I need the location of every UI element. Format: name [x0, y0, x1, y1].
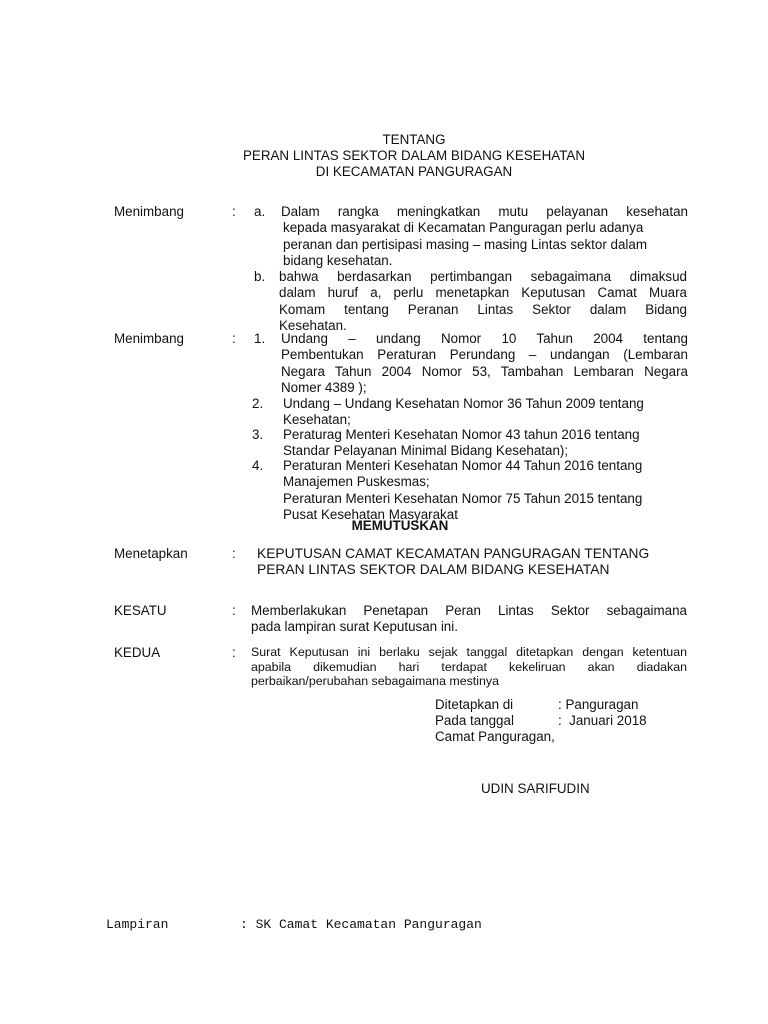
dasar-item-2	[252, 396, 688, 427]
item-line: Nomer 4389 );	[281, 380, 367, 396]
item-line: Undang – undang Nomor 10 Tahun 2004 tentang	[281, 331, 688, 346]
item-line: kepada masyarakat di Kecamatan Panguragan perlu adanya	[283, 220, 644, 236]
menimbang-item-b	[254, 269, 688, 335]
kesatu-colon: :	[232, 603, 236, 618]
item-line: Manajemen Puskesmas;	[283, 474, 430, 490]
kesatu-text	[251, 603, 687, 636]
header-title: PERAN LINTAS SEKTOR DALAM BIDANG KESEHATAN	[242, 148, 586, 163]
dasar-item-1	[252, 331, 688, 396]
header-subtitle: DI KECAMATAN PANGURAGAN	[315, 164, 513, 179]
menimbang-colon-1: :	[232, 204, 236, 219]
item-line: Dalam rangka meningkatkan mutu pelayanan kesehatan	[281, 204, 688, 219]
item-mark: b.	[254, 269, 266, 284]
header-tentang: TENTANG	[382, 132, 446, 147]
menetapkan-line: KEPUTUSAN CAMAT KECAMATAN PANGURAGAN TENTANG	[257, 546, 650, 561]
menetapkan-colon: :	[232, 546, 236, 561]
item-line: Kesehatan;	[283, 412, 351, 428]
menimbang-list-2	[252, 331, 688, 524]
lampiran-label: Lampiran	[106, 917, 169, 932]
item-line: Peraturan Menteri Kesehatan Nomor 75 Tahun 2015 tentang	[283, 490, 643, 506]
menimbang-colon-2: :	[232, 331, 236, 346]
kedua-line: apabila dikemudian hari terdapat kekeliruan akan diadakan	[251, 659, 687, 674]
item-line: Peraturag Menteri Kesehatan Nomor 43 tahun 2016 tentang	[283, 427, 640, 442]
kesatu-line: Memberlakukan Penetapan Peran Lintas Sektor sebagaimana	[251, 603, 687, 618]
item-mark: 1.	[254, 331, 266, 346]
item-line: Negara Tahun 2004 Nomor 53, Tambahan Lembaran Negara	[281, 363, 688, 379]
item-line: bahwa berdasarkan pertimbangan sebagaimana dimaksud	[279, 269, 687, 284]
menetapkan-line: PERAN LINTAS SEKTOR DALAM BIDANG KESEHATAN	[257, 562, 610, 578]
item-line: Pembentukan Peraturan Perundang – undangan (Lembaran	[281, 347, 688, 363]
item-line: bidang kesehatan.	[283, 253, 393, 269]
signatory-name: UDIN SARIFUDIN	[481, 781, 590, 796]
item-mark: 3.	[252, 427, 264, 442]
item-line: Undang – Undang Kesehatan Nomor 36 Tahun 2009 tentang	[283, 396, 644, 411]
kedua-line: Surat Keputusan ini berlaku sejak tanggal ditetapkan dengan ketentuan	[251, 645, 687, 659]
kedua-line: perbaikan/perubahan sebagaimana mestinya	[251, 674, 499, 688]
kedua-text	[251, 645, 687, 689]
tanggal-value: : Januari 2018	[558, 713, 647, 728]
item-line: Komam tentang Peranan Lintas Sektor dalam Bidang	[279, 301, 687, 317]
tanggal-label: Pada tanggal	[435, 713, 514, 728]
menetapkan-text	[257, 546, 697, 579]
lampiran-value: : SK Camat Kecamatan Panguragan	[240, 917, 482, 932]
item-mark: a.	[254, 204, 266, 219]
menimbang-label-1: Menimbang	[114, 204, 184, 219]
menimbang-list-1	[254, 204, 688, 335]
memutuskan-heading: MEMUTUSKAN	[351, 518, 449, 533]
ditetapkan-label: Ditetapkan di	[435, 697, 514, 712]
dasar-item-4	[252, 458, 688, 524]
ditetapkan-value: : Panguragan	[558, 697, 639, 712]
item-line: Kesehatan.	[279, 318, 347, 334]
item-line: Standar Pelayanan Minimal Bidang Kesehatan);	[283, 443, 569, 459]
kesatu-line: pada lampiran surat Keputusan ini.	[251, 619, 458, 635]
item-line: Peraturan Menteri Kesehatan Nomor 44 Tahun 2016 tentang	[283, 458, 643, 473]
dasar-item-3	[252, 427, 688, 458]
kedua-label: KEDUA	[114, 645, 161, 660]
menimbang-label-2: Menimbang	[114, 331, 184, 346]
item-line: Pusat Kesehatan Masyarakat	[283, 507, 458, 523]
item-mark: 4.	[252, 458, 264, 473]
menetapkan-label: Menetapkan	[114, 546, 188, 561]
item-line: dalam huruf a, perlu menetapkan Keputusan Camat Muara	[279, 285, 687, 301]
kedua-colon: :	[232, 645, 236, 660]
menimbang-item-a	[254, 204, 688, 269]
camat-title: Camat Panguragan,	[435, 729, 555, 744]
kesatu-label: KESATU	[114, 603, 167, 618]
item-mark: 2.	[252, 396, 264, 411]
item-line: peranan dan pertisipasi masing – masing Lintas sektor dalam	[283, 236, 647, 252]
